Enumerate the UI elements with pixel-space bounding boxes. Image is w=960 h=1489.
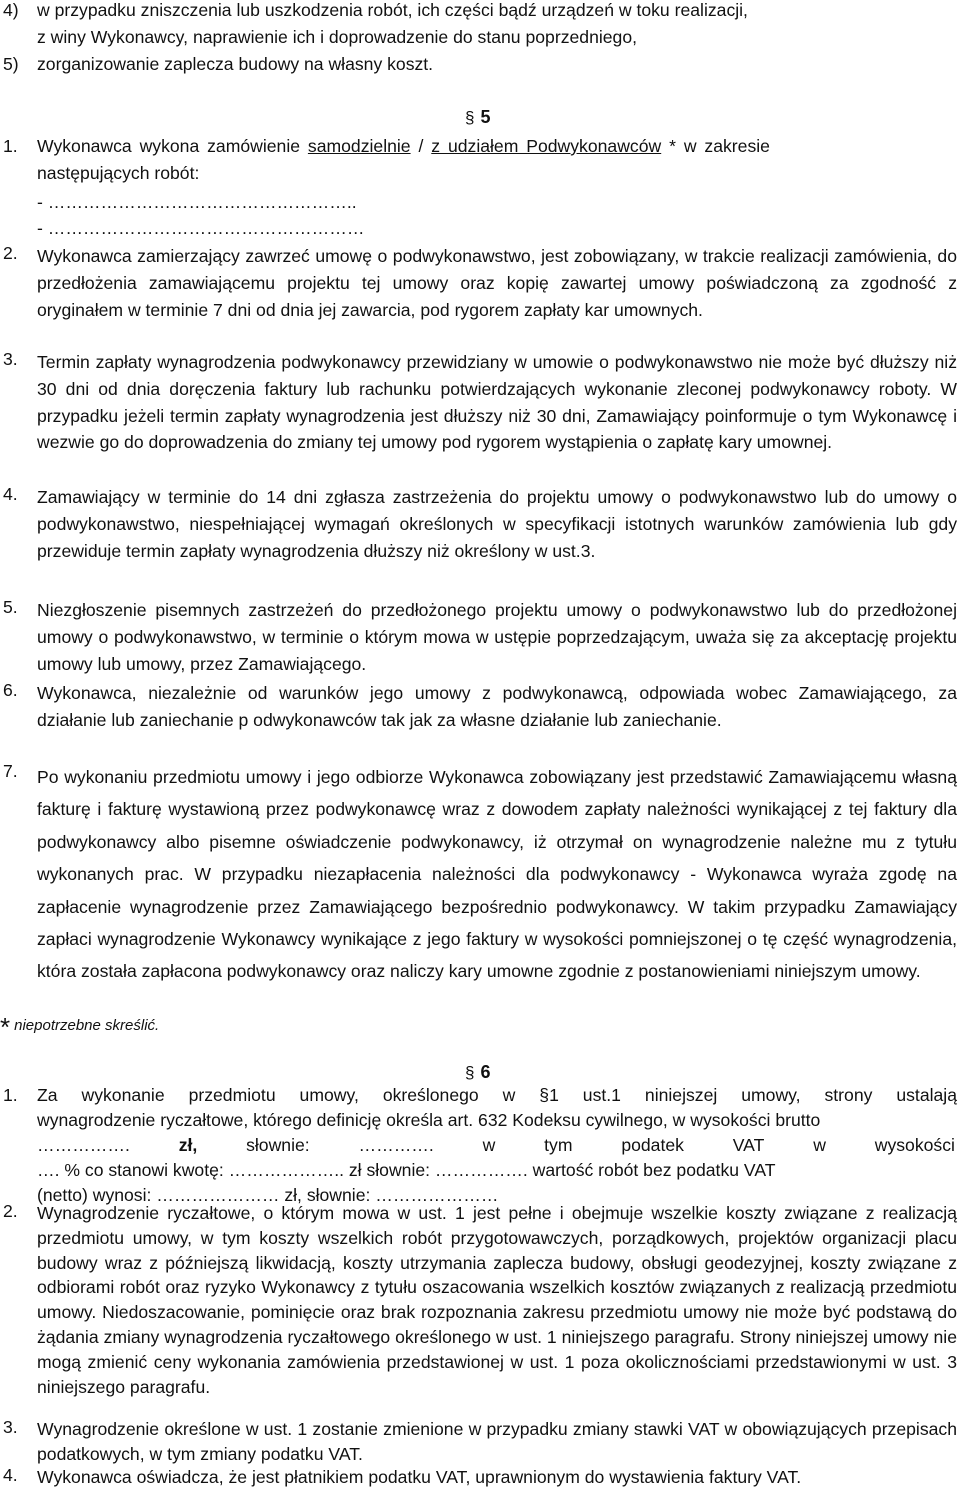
list-item xyxy=(0,761,957,988)
option-samodzielnie: samodzielnie xyxy=(307,136,411,156)
fill-in-line: - ……………………………………………… xyxy=(37,218,365,238)
item-text: Wynagrodzenie ryczałtowe, o którym mowa w ust. 1 jest pełne i obejmuje wszelkie koszty związane z realizacją przedmiotu umowy, w tym koszty wszelkich robót przygotowawczych, porządkowych, projektów organizacji placu budowy wraz z późniejszą likwidacją, koszty utrzymania zaplecza budowy, obsługi geodezyjnej, koszty związane z odbiorami robót oraz ryzyko Wykonawcy z tytułu oszacowania wszelkich kosztów związanych z realizacją przedmiotu umowy. Niedoszacowanie, pominięcie oraz brak rozpoznania zakresu przedmiotu umowy nie może być podstawą do żądania zmiany wynagrodzenia ryczałtowego określonego w ust. 1 niniejszego paragrafu. Strony niniejszej umowy nie mogą zmienić ceny wykonania zamówienia przedstawionej w ust. 1 poza okolicznościami przedstawionymi w ust. 3 niniejszego paragrafu. xyxy=(37,1203,957,1397)
item-number: 5. xyxy=(3,597,18,617)
item-number: 2. xyxy=(3,243,18,263)
item-text: * w zakresie xyxy=(661,136,770,156)
footnote-asterisk: * xyxy=(0,1012,11,1042)
word-text: podatek xyxy=(621,1135,684,1155)
word-text: słownie: xyxy=(246,1135,310,1155)
list-item xyxy=(0,1201,957,1399)
item-text-line: Za wykonanie przedmiotu umowy, określonego w §1 ust.1 niniejszej umowy, strony ustalają xyxy=(37,1085,957,1105)
word-text: w xyxy=(482,1135,496,1155)
item-number: 3. xyxy=(3,349,18,369)
fill-in-blank: ……………. xyxy=(37,1135,130,1155)
list-item xyxy=(0,484,957,564)
list-item xyxy=(0,243,957,323)
item-number: 6. xyxy=(3,680,18,700)
paragraph-symbol: § xyxy=(465,1063,475,1082)
item-number: 4. xyxy=(3,1465,18,1485)
item-text: Termin zapłaty wynagrodzenia podwykonawcy przewidziany w umowie o podwykonawstwo nie może być dłuższy niż 30 dni od dnia doręczenia faktury lub rachunku potwierdzających wykonanie zleconej podwykonawcy roboty. W przypadku jeżeli termin zapłaty wynagrodzenia jest dłuższy niż 30 dni, Zamawiający poinformuje o tym Wykonawcę i wezwie go do doprowadzenia do zmiany tej umowy pod rygorem wystąpienia o zapłatę kary umownej. xyxy=(37,352,957,453)
word-text: tym xyxy=(544,1135,573,1155)
item-text: Wykonawca zamierzający zawrzeć umowę o podwykonawstwo, jest zobowiązany, w trakcie realizacji zamówienia, do przedłożenia zamawiającemu projektu tej umowy oraz kopię zawartej umowy poświadczoną za zgodność z oryginałem w terminie 7 dni od dnia jej zawarcia, pod rygorem zapłaty kar umownych. xyxy=(37,246,957,320)
item-text: Wykonawca, niezależnie od warunków jego umowy z podwykonawcą, odpowiada wobec Zamawiającego, za działanie lub zaniechanie p odwykonawców tak jak za własne działanie lub zaniechanie. xyxy=(37,683,957,730)
fill-in-line: - …………………………………………….. xyxy=(37,192,357,212)
item-text: Niezgłoszenie pisemnych zastrzeżeń do przedłożonego projektu umowy o podwykonawstwo lub do przedłożonej umowy o podwykonawstwo, w terminie o którym mowa w ustępie poprzedzającym, uważa się za akceptację projektu umowy lub umowy, przez Zamawiającego. xyxy=(37,600,957,674)
item-text-line: (netto) wynosi: ………………… zł, słownie: ………………… xyxy=(37,1185,499,1205)
list-item xyxy=(0,1465,957,1489)
item-text: Zamawiający w terminie do 14 dni zgłasza zastrzeżenia do projektu umowy o podwykonawstwo lub do umowy o podwykonawstwo, niespełniającej wymagań określonych w specyfikacji istotnych warunków zamówienia lub gdy przewiduje termin zapłaty wynagrodzenia dłuższy niż określony w ust.3. xyxy=(37,487,957,561)
option-podwykonawcy: z udziałem Podwykonawców xyxy=(431,136,662,156)
footnote xyxy=(0,1006,160,1042)
item-text-line: …. % co stanowi kwotę: ……………….. zł słownie: ……………. wartość robót bez podatku VAT xyxy=(37,1160,776,1180)
item-number: 3. xyxy=(3,1417,18,1437)
item-number: 7. xyxy=(3,761,18,781)
footnote-text: niepotrzebne skreślić. xyxy=(14,1017,160,1034)
item-text: Wykonawca oświadcza, że jest płatnikiem podatku VAT, uprawnionym do wystawienia faktury VAT. xyxy=(37,1467,802,1487)
item-text-line: zorganizowanie zaplecza budowy na własny koszt. xyxy=(37,54,434,74)
item-number: 2. xyxy=(3,1201,18,1221)
item-text-line: następujących robót: xyxy=(37,163,200,183)
currency-label: zł, xyxy=(178,1135,198,1155)
item-text-line: z winy Wykonawcy, naprawienie ich i doprowadzenie do stanu poprzedniego, xyxy=(37,27,637,47)
item-text: Wykonawca wykona zamówienie xyxy=(37,136,308,156)
list-item xyxy=(0,1417,957,1467)
item-number: 1. xyxy=(3,136,18,156)
item-text-line: wynagrodzenie ryczałtowe, którego definicję określa art. 632 Kodeksu cywilnego, w wysokości brutto xyxy=(37,1110,821,1130)
section-heading xyxy=(465,107,490,128)
section-number: 6 xyxy=(480,1062,491,1082)
list-item xyxy=(0,680,957,734)
list-item xyxy=(0,597,957,677)
fill-in-blank: …………. xyxy=(358,1135,434,1155)
list-item xyxy=(0,349,957,456)
item-text: Po wykonaniu przedmiotu umowy i jego odbiorze Wykonawca zobowiązany jest przedstawić Zamawiającemu własną fakturę i fakturę wystawioną przez podwykonawcę wraz z dowodem zapłaty należności wynikającej z tej faktury dla podwykonawcy albo pisemne oświadczenie podwykonawcy, iż otrzymał on wynagrodzenie należne mu z tytułu wykonanych prac. W przypadku niezapłacenia należności dla podwykonawcy - Wykonawca wyraża zgodę na zapłacenie wynagrodzenie przez Zamawiającego bezpośrednio podwykonawcy. W takim przypadku Zamawiający zapłaci wynagrodzenie Wykonawcy wynikające z jego faktury w wysokości pomniejszonej o tę część wynagrodzenia, która została zapłacona podwykonawcy oraz naliczy kary umowne zgodnie z postanowieniami niniejszym umowy. xyxy=(37,767,957,982)
section-number: 5 xyxy=(480,107,491,127)
paragraph-symbol: § xyxy=(465,108,475,127)
option-separator: / xyxy=(410,136,432,156)
word-text: wysokości xyxy=(874,1135,955,1155)
item-number: 5) xyxy=(3,54,19,74)
item-number: 4. xyxy=(3,484,18,504)
item-text-line: w przypadku zniszczenia lub uszkodzenia robót, ich części bądź urządzeń w toku realizacji, xyxy=(37,0,748,20)
item-text: Wynagrodzenie określone w ust. 1 zostanie zmienione w przypadku zmiany stawki VAT w obowiązujących przepisach podatkowych, w tym zmiany podatku VAT. xyxy=(37,1419,957,1464)
amount-line xyxy=(37,1135,955,1156)
item-number: 1. xyxy=(3,1085,18,1105)
item-text-line xyxy=(37,136,955,157)
word-text: VAT xyxy=(732,1135,765,1155)
item-number: 4) xyxy=(3,0,19,20)
word-text: w xyxy=(813,1135,826,1155)
section-heading xyxy=(465,1062,490,1083)
